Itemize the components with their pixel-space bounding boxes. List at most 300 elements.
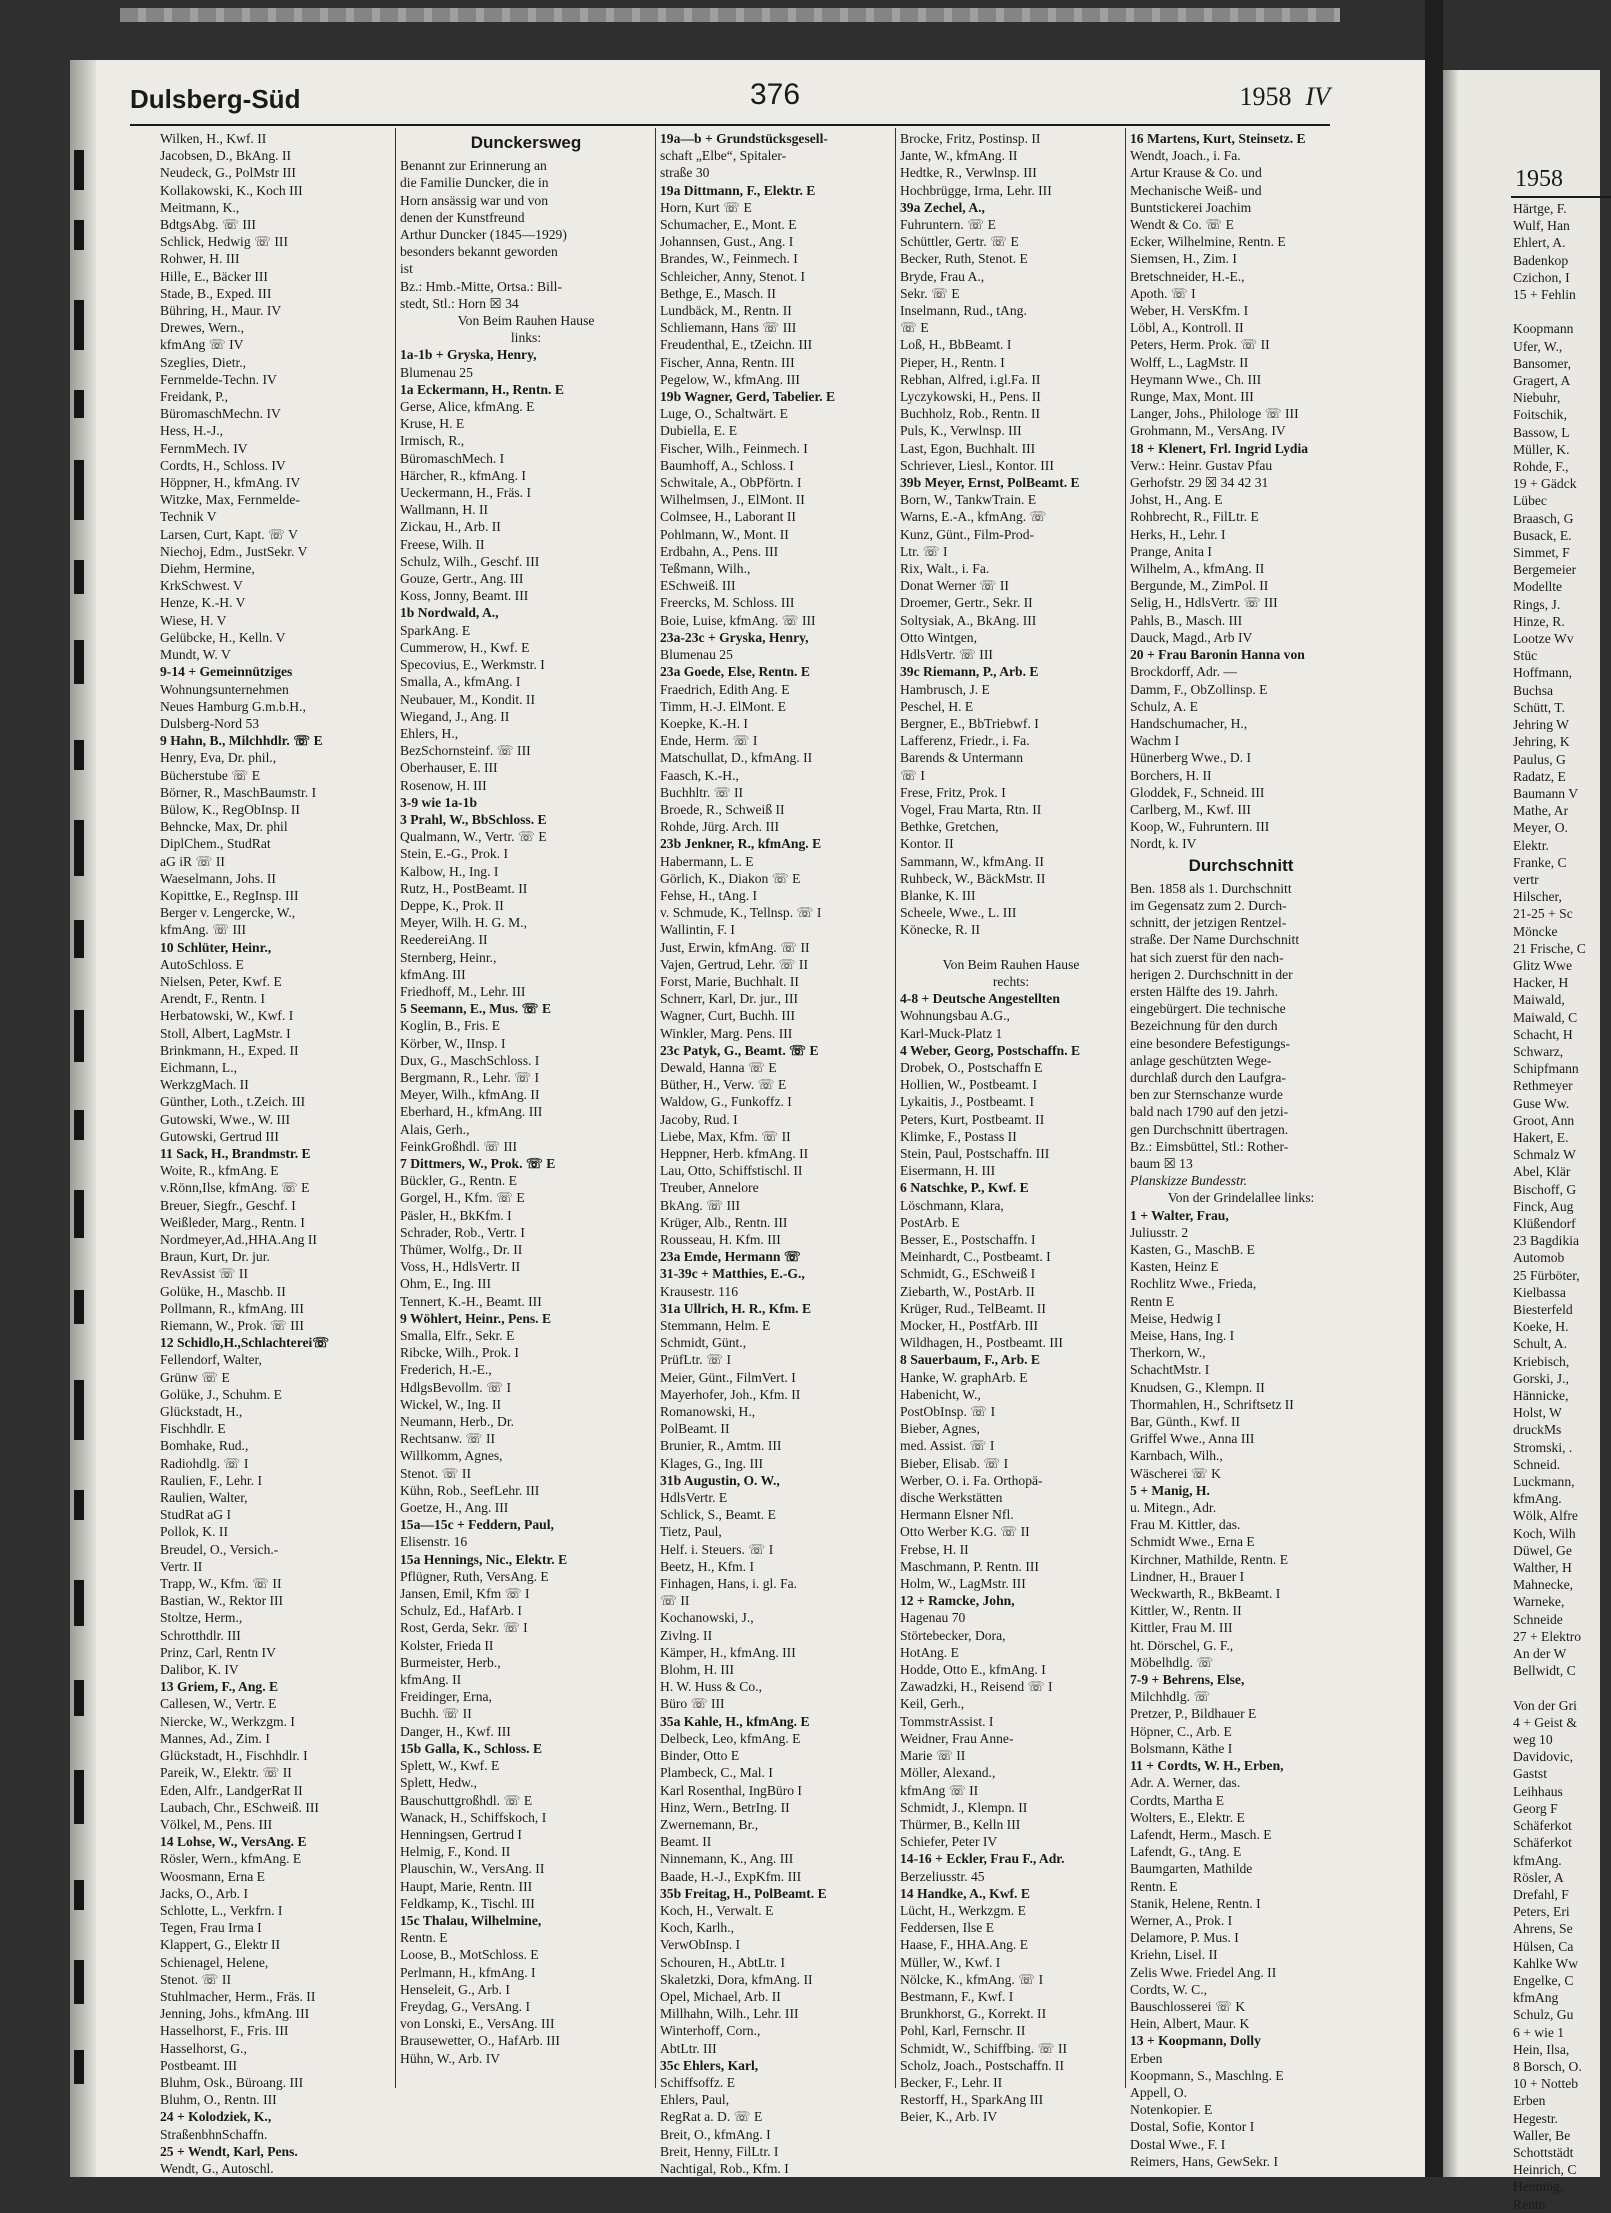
entry-line: Bz.: Hmb.-Mitte, Ortsa.: Bill- [400, 278, 562, 294]
entry-line: Rechtsanw. ☏ II [400, 1431, 496, 1447]
entry-line: Kalbow, H., Ing. I [400, 863, 499, 879]
entry-line: Splett, W., Kwf. E [400, 1758, 500, 1774]
entry-line: Schleicher, Anny, Stenot. I [660, 268, 806, 284]
entry-line: herigen 2. Durchschnitt in der [1130, 966, 1293, 982]
entry-line: Habenicht, W., [900, 1386, 981, 1402]
entry-line: Ltr. ☏ I [900, 543, 948, 559]
entry-line: Hambrusch, J. E [900, 681, 990, 697]
entry-line: Drobek, O., Postschaffn E [900, 1059, 1043, 1075]
entry-line: 18 + Klenert, Frl. Ingrid Lydia [1130, 440, 1309, 456]
entry-line: Rethmeyer [1513, 1078, 1573, 1094]
entry-line: Hille, E., Bäcker III [160, 268, 268, 284]
entry-line: Wohnungsunternehmen [160, 681, 289, 697]
entry-line: StudRat aG I [160, 1507, 231, 1523]
entry-line: Hasselhorst, G., [160, 2040, 247, 2056]
entry-line: 39b Meyer, Ernst, PolBeamt. E [900, 475, 1080, 491]
entry-line: Last, Egon, Buchhalt. III [900, 440, 1036, 456]
entry-line: Selig, H., HdlsVertr. ☏ III [1130, 595, 1278, 611]
entry-line: Brandes, W., Feinmech. I [660, 251, 798, 267]
entry-line: Wiegand, J., Ang. II [400, 708, 510, 724]
entry-line: Eisermann, H. III [900, 1163, 996, 1179]
entry-line: 39c Riemann, P., Arb. E [900, 664, 1039, 680]
entry-line: Simmet, F [1513, 545, 1570, 561]
entry-line: Liebe, Max, Kfm. ☏ II [660, 1128, 791, 1144]
entry-line: Schnerr, Karl, Dr. jur., III [660, 991, 798, 1007]
entry-line: Schacht, H [1513, 1026, 1573, 1042]
entry-line: 13 Griem, F., Ang. E [160, 1679, 279, 1695]
entry-line: Günther, Loth., t.Zeich. III [160, 1094, 306, 1110]
entry-line: Pieper, H., Rentn. I [900, 354, 1005, 370]
entry-line: Neubauer, M., Kondit. II [400, 691, 535, 707]
entry-line: Freidank, P., [160, 389, 228, 405]
entry-line: Maschmann, P. Rentn. III [900, 1558, 1039, 1574]
entry-line: Gerse, Alice, kfmAng. E [400, 399, 535, 415]
entry-line: Niebuhr, [1513, 390, 1561, 406]
entry-line: Henze, K.-H. V [160, 595, 246, 611]
entry-line: Thürmer, B., Kelln III [900, 1816, 1021, 1832]
entry-line: Karnbach, Wilh., [1130, 1448, 1223, 1464]
entry-line: weg 10 [1513, 1732, 1553, 1748]
entry-line: Ziebarth, W., PostArb. II [900, 1283, 1035, 1299]
entry-line: Kämper, H., kfmAng. III [660, 1644, 796, 1660]
entry-line: Hännicke, [1513, 1388, 1569, 1404]
entry-line: Rost, Gerda, Sekr. ☏ I [400, 1620, 528, 1636]
entry-line: Zawadzki, H., Reisend ☏ I [900, 1679, 1053, 1695]
entry-line: Becker, F., Lehr. II [900, 2074, 1003, 2090]
entry-line: Winkler, Marg. Pens. III [660, 1025, 793, 1041]
entry-line: Oberhauser, E. III [400, 760, 498, 776]
entry-line: Werner, A., Prok. I [1130, 1912, 1233, 1928]
entry-line: Ehlers, H., [400, 725, 459, 741]
entry-line: 35b Freitag, H., PolBeamt. E [660, 1885, 827, 1901]
entry-line: Thormahlen, H., Schriftsetz II [1130, 1396, 1294, 1412]
entry-line: Runge, Max, Mont. III [1130, 389, 1254, 405]
entry-line: Bauschuttgroßhdl. ☏ E [400, 1792, 533, 1808]
entry-line: Elisenstr. 16 [400, 1534, 468, 1550]
directory-column-1 [160, 130, 390, 2177]
entry-line: Treuber, Annelore [660, 1180, 759, 1196]
entry-line: Verw.: Heinr. Gustav Pfau [1130, 457, 1273, 473]
entry-line: Wanack, H., Schiffskoch, I [400, 1809, 547, 1825]
entry-line: 13 + Koopmann, Dolly [1130, 2033, 1261, 2049]
entry-line: eingebürgert. Die technische [1130, 1001, 1286, 1017]
entry-line: Schulz, Wilh., Geschf. III [400, 553, 540, 569]
entry-line: Stemmann, Helm. E [660, 1318, 771, 1334]
entry-line: Dauck, Magd., Arb IV [1130, 629, 1253, 645]
entry-line: Peters, Eri [1513, 1904, 1570, 1920]
column-divider [895, 128, 896, 2088]
entry-line: eine besondere Befestigungs- [1130, 1035, 1291, 1051]
entry-line: Szeglies, Dietr., [160, 354, 247, 370]
entry-line: Rousseau, H. Kfm. III [660, 1232, 781, 1247]
entry-line: Plambeck, C., Mal. I [660, 1765, 773, 1781]
entry-line: Pretzer, P., Bildhauer E [1130, 1706, 1257, 1722]
entry-line: Ben. 1858 als 1. Durchschnitt [1130, 880, 1292, 896]
street-district-title: Dulsberg-Süd [130, 84, 301, 114]
entry-line: Koopmann, S., Maschlng. E [1130, 2067, 1284, 2083]
entry-line: 21-25 + Sc [1513, 906, 1573, 922]
directory-column-2 [400, 130, 652, 2067]
directory-column-4 [900, 130, 1122, 2126]
entry-line: Kontor. II [900, 836, 954, 852]
entry-line: Ninnemann, K., Ang. III [660, 1851, 794, 1867]
entry-line: Gouze, Gertr., Ang. III [400, 571, 524, 587]
entry-line: Dostal Wwe., F. I [1130, 2136, 1226, 2152]
entry-line: Brockdorff, Adr. — [1130, 664, 1237, 680]
entry-line: straße. Der Name Durchschnitt [1130, 932, 1300, 948]
entry-line: Görlich, K., Diakon ☏ E [660, 870, 801, 886]
entry-line: Schouren, H., AbtLtr. I [660, 1954, 785, 1970]
entry-line: Meyer, Wilh. H. G. M., [400, 915, 528, 931]
entry-line: Brausewetter, O., HafArb. III [400, 2033, 560, 2049]
entry-line: Brocke, Fritz, Postinsp. II [900, 131, 1041, 146]
entry-line: Hühn, W., Arb. IV [400, 2050, 501, 2066]
entry-line: Hein, Ilsa, [1513, 2041, 1570, 2057]
entry-line: Zelis Wwe. Friedel Ang. II [1130, 1964, 1277, 1980]
entry-line: Buchholz, Rob., Rentn. II [900, 406, 1041, 422]
entry-line: Rentn. E [1130, 1878, 1178, 1894]
entry-line: Peschel, H. E [900, 698, 974, 714]
entry-line: Voss, H., HdlsVertr. II [400, 1259, 521, 1275]
entry-line: Freudenthal, E., tZeichn. III [660, 337, 813, 353]
entry-line: Restorff, H., SparkAng III [900, 2092, 1044, 2108]
entry-line: Freese, Wilh. II [400, 536, 485, 552]
entry-line: Berger v. Lengercke, W., [160, 905, 296, 921]
entry-line: Holm, W., LagMstr. III [900, 1576, 1026, 1592]
entry-line: stedt, Stl.: Horn ☒ 34 [400, 295, 519, 311]
entry-line: Kielbassa [1513, 1284, 1566, 1300]
entry-line: Fischhdlr. E [160, 1421, 226, 1437]
entry-line: Drewes, Wern., [160, 320, 244, 336]
entry-line: RegRat a. D. ☏ E [660, 2109, 763, 2125]
entry-line: ersten Hälfte des 19. Jahrh. [1130, 983, 1278, 999]
entry-line: Finhagen, Hans, i. gl. Fa. [660, 1576, 798, 1592]
entry-line: Kunz, Günt., Film-Prod- [900, 526, 1035, 542]
entry-line: Lafferenz, Friedr., i. Fa. [900, 733, 1030, 749]
entry-line: Braun, Kurt, Dr. jur. [160, 1249, 270, 1265]
entry-line: schaft „Elbe“, Spitaler- [660, 148, 787, 164]
entry-line: Krausestr. 116 [660, 1283, 739, 1299]
entry-line: Dewald, Hanna ☏ E [660, 1059, 777, 1075]
entry-line: Meinhardt, C., Postbeamt. I [900, 1249, 1051, 1265]
entry-line: Schmidt, G., ESchweiß I [900, 1266, 1036, 1282]
entry-line: Fischer, Wilh., Feinmech. I [660, 440, 808, 456]
entry-line: Johannsen, Gust., Ang. I [660, 234, 794, 250]
entry-line: baum ☒ 13 [1130, 1155, 1193, 1171]
entry-line: Gerhofstr. 29 ☒ 34 42 31 [1130, 475, 1269, 491]
entry-line: 9 Hahn, B., Milchhdlr. ☏ E [160, 733, 323, 749]
entry-line: Therkorn, W., [1130, 1345, 1206, 1361]
entry-line: DiplChem., StudRat [160, 836, 271, 852]
entry-line: Deppe, K., Prok. II [400, 897, 504, 913]
entry-line: Lücht, H., Werkzgm. E [900, 1902, 1026, 1918]
header-rule [130, 124, 1330, 126]
entry-line: Franke, C [1513, 854, 1567, 870]
entry-line: Bücherstube ☏ E [160, 767, 261, 783]
entry-line: Gorgel, H., Kfm. ☏ E [400, 1190, 525, 1206]
entry-line: Droemer, Gertr., Sekr. II [900, 595, 1033, 611]
entry-line: 21 Frische, C [1513, 940, 1586, 956]
entry-line: Schneid. [1513, 1456, 1561, 1472]
entry-line: Radiohdlg. ☏ I [160, 1455, 249, 1471]
entry-line: Freercks, M. Schloss. III [660, 595, 795, 611]
entry-line: Ecker, Wilhelmine, Rentn. E [1130, 234, 1286, 250]
entry-line: Fernmelde-Techn. IV [160, 371, 277, 387]
entry-line: BdtgsAbg. ☏ III [160, 217, 256, 233]
entry-line: Walther, H [1513, 1560, 1572, 1576]
entry-line: Baumann V [1513, 785, 1579, 801]
entry-line: u. Mitegn., Adr. [1130, 1500, 1217, 1516]
entry-line: KrkSchwest. V [160, 578, 243, 594]
entry-line: Wendt, Joach., i. Fa. [1130, 148, 1241, 164]
entry-line: Skaletzki, Dora, kfmAng. II [660, 1971, 813, 1987]
entry-line: Scheele, Wwe., L. III [900, 905, 1017, 921]
entry-line: RevAssist ☏ II [160, 1266, 248, 1282]
entry-line: Werber, O. i. Fa. Orthopä- [900, 1472, 1043, 1488]
entry-line: Wolff, L., LagMstr. II [1130, 354, 1249, 370]
entry-line: Raulien, Walter, [160, 1490, 248, 1506]
entry-line: ist [400, 261, 413, 277]
entry-line: Otto Werber K.G. ☏ II [900, 1524, 1030, 1540]
entry-line: Koepke, K.-H. I [660, 715, 748, 731]
entry-line: Delamore, P. Mus. I [1130, 1930, 1239, 1946]
entry-line: Rosenow, H. III [400, 777, 487, 793]
entry-line: Erben [1130, 2050, 1163, 2066]
entry-line: Wäscherei ☏ K [1130, 1465, 1221, 1481]
entry-line: Soltysiak, A., BkAng. III [900, 612, 1037, 628]
entry-line: Vogel, Frau Marta, Rtn. II [900, 801, 1042, 817]
entry-line: Körber, W., IInsp. I [400, 1035, 506, 1051]
entry-line: Schumacher, E., Mont. E [660, 217, 797, 233]
entry-line: ReedereiAng. II [400, 932, 488, 948]
entry-line: Karl-Muck-Platz 1 [900, 1025, 1003, 1041]
entry-line: Woosmann, Erna E [160, 1868, 265, 1884]
entry-line: PostObInsp. ☏ I [900, 1404, 996, 1420]
entry-line: Hein, Albert, Maur. K [1130, 2016, 1250, 2032]
entry-line: Niechoj, Edm., JustSekr. V [160, 543, 308, 559]
entry-line: Härcher, R., kfmAng. I [400, 467, 526, 483]
entry-line: Weber, H. VersKfm. I [1130, 303, 1249, 319]
entry-line: FeinkGroßhdl. ☏ III [400, 1138, 518, 1154]
entry-line: Stenot. ☏ II [400, 1465, 471, 1481]
entry-line: Meier, Günt., FilmVert. I [660, 1369, 796, 1385]
entry-line: Rings, J. [1513, 596, 1561, 612]
entry-line: Wickel, W., Ing. II [400, 1396, 502, 1412]
entry-line: Otto Wintgen, [900, 629, 977, 645]
section-heading: Dunckersweg [470, 133, 582, 152]
entry-line: Koch, H., Verwalt. E [660, 1902, 774, 1918]
entry-line: Modellte [1513, 579, 1563, 595]
entry-line: kfmAng ☏ II [900, 1782, 979, 1798]
entry-line: Schottstädt [1513, 2144, 1574, 2160]
entry-line: Puls, K., Verwlnsp. III [900, 423, 1022, 439]
entry-line: Kühn, Rob., SeefLehr. III [400, 1482, 540, 1498]
entry-line: 14 Handke, A., Kwf. E [900, 1885, 1030, 1901]
entry-line: Ende, Herm. ☏ I [660, 733, 758, 749]
entry-line: Rochlitz Wwe., Frieda, [1130, 1276, 1257, 1292]
entry-line: kfmAng ☏ IV [160, 337, 244, 353]
entry-line: Pohl, Karl, Fernschr. II [900, 2023, 1026, 2039]
entry-line: Milchhdlg. ☏ [1130, 1689, 1211, 1705]
entry-line: Lübec [1513, 493, 1547, 509]
entry-line: 11 + Cordts, W. H., Erben, [1130, 1758, 1284, 1774]
entry-line: Feddersen, Ilse E [900, 1920, 994, 1936]
entry-line: Wildhagen, H., Postbeamt. III [900, 1335, 1063, 1351]
entry-line: Baumgarten, Mathilde [1130, 1861, 1253, 1877]
entry-line: 11 Sack, H., Brandmstr. E [160, 1145, 311, 1161]
entry-line: Rutz, H., PostBeamt. II [400, 880, 528, 896]
entry-line: Glitz Wwe [1513, 957, 1573, 973]
next-page-column [1513, 200, 1603, 2213]
entry-line: Stein, Paul, Postschaffn. III [900, 1145, 1050, 1161]
entry-line: Radatz, E [1513, 768, 1566, 784]
entry-line: Zickau, H., Arb. II [400, 519, 501, 535]
entry-line: Freydag, G., VersAng. I [400, 1998, 531, 2014]
entry-line: Rohbrecht, R., FilLtr. E [1130, 509, 1259, 525]
entry-line: Fraedrich, Edith Ang. E [660, 681, 790, 697]
entry-line: Grünw ☏ E [160, 1369, 230, 1385]
entry-line: Lootze Wv [1513, 631, 1574, 647]
entry-line: Henry, Eva, Dr. phil., [160, 750, 277, 766]
entry-line: Teßmann, Wilh., [660, 561, 751, 577]
entry-line: Höpner, C., Arb. E [1130, 1723, 1232, 1739]
entry-line: die Familie Duncker, die in [400, 175, 549, 191]
entry-line: Wallmann, H. II [400, 502, 488, 518]
entry-line: Elektr. [1513, 837, 1549, 853]
entry-line: Stromski, . [1513, 1439, 1573, 1455]
entry-line: HotAng. E [900, 1644, 959, 1660]
entry-line: BezSchornsteinf. ☏ III [400, 743, 531, 759]
entry-line: Foitschik, [1513, 407, 1568, 423]
entry-line: Hagenau 70 [900, 1610, 966, 1626]
entry-line: Blanke, K. III [900, 887, 976, 903]
entry-line: Brunkhorst, G., Korrekt. II [900, 2006, 1047, 2022]
entry-line: Groot, Ann [1513, 1112, 1575, 1128]
entry-line: SchachtMstr. I [1130, 1362, 1210, 1378]
entry-line: PrüfLtr. ☏ I [660, 1352, 731, 1368]
entry-line: 6 Natschke, P., Kwf. E [900, 1180, 1029, 1196]
entry-line: Matschullat, D., kfmAng. II [660, 750, 813, 766]
entry-line: FernmMech. IV [160, 440, 248, 456]
entry-line: gen Durchschnitt übertragen. [1130, 1121, 1289, 1137]
entry-line: Laubach, Chr., ESchweiß. III [160, 1799, 319, 1815]
entry-line: 19a Dittmann, F., Elektr. E [660, 182, 816, 198]
entry-line: Marie ☏ II [900, 1748, 966, 1764]
entry-line: Loß, H., BbBeamt. I [900, 337, 1012, 353]
entry-line: Bellwidt, C [1513, 1663, 1576, 1679]
entry-line: Wohnungsbau A.G., [900, 1008, 1010, 1024]
side-heading: Von der Grindelallee links: [1167, 1190, 1315, 1206]
column-divider [1125, 128, 1126, 2088]
entry-line: 23b Jenkner, R., kfmAng. E [660, 836, 822, 852]
edition-label [1239, 82, 1330, 112]
entry-line: Herbatowski, W., Kwf. I [160, 1008, 294, 1024]
entry-line: Schmidt, Günt., [660, 1335, 747, 1351]
entry-line: Delbeck, Leo, kfmAng. E [660, 1730, 801, 1746]
entry-line: Just, Erwin, kfmAng. ☏ II [660, 939, 810, 955]
entry-line: Weckwarth, R., BkBeamt. I [1130, 1586, 1281, 1602]
entry-line: Sekr. ☏ E [900, 285, 960, 301]
entry-line: Rösler, Wern., kfmAng. E [160, 1851, 302, 1867]
entry-line: Pollmann, R., kfmAng. III [160, 1300, 304, 1316]
entry-line: Bethke, Gretchen, [900, 819, 999, 835]
entry-line: Brinkmann, H., Exped. II [160, 1042, 299, 1058]
entry-line: Callesen, W., Vertr. E [160, 1696, 277, 1712]
entry-line: Kochanowski, J., [660, 1610, 754, 1626]
entry-line: Wendt & Co. ☏ E [1130, 217, 1234, 233]
entry-line: BüromaschMechn. IV [160, 406, 281, 422]
entry-line: Büro ☏ III [660, 1696, 725, 1712]
entry-line: Möncke [1513, 923, 1558, 939]
entry-line: Frese, Fritz, Prok. I [900, 784, 1006, 800]
entry-line: v. Schmude, K., Tellnsp. ☏ I [660, 905, 822, 921]
entry-line: Knudsen, G., Klempn. II [1130, 1379, 1265, 1395]
entry-line: Bluhm, Osk., Büroang. III [160, 2074, 304, 2090]
entry-line: Haupt, Marie, Rentn. III [400, 1878, 533, 1894]
entry-line: Henseleit, G., Arb. I [400, 1981, 510, 1997]
entry-line: Kasten, Heinz E [1130, 1259, 1219, 1275]
entry-line: Beamt. II [660, 1834, 712, 1850]
entry-line: Cordts, H., Schloss. IV [160, 457, 286, 473]
entry-line: Nielsen, Peter, Kwf. E [160, 973, 282, 989]
entry-line: Waldow, G., Funkoffz. I [660, 1094, 792, 1110]
entry-line: Keil, Gerh., [900, 1696, 965, 1712]
entry-line: Haase, F., HHA.Ang. E [900, 1937, 1029, 1953]
entry-line: Helmig, F., Kond. II [400, 1844, 511, 1860]
entry-line: Hodde, Otto E., kfmAng. I [900, 1662, 1046, 1678]
entry-line: Rix, Walt., i. Fa. [900, 561, 990, 577]
entry-line: Schütt, T. [1513, 699, 1565, 715]
entry-line: Warns, E.-A., kfmAng. ☏ [900, 509, 1047, 525]
entry-line: Artur Krause & Co. und [1130, 165, 1262, 181]
entry-line: Technik V [160, 509, 217, 525]
entry-line: Wiese, H. V [160, 612, 227, 628]
entry-line: Winterhoff, Corn., [660, 2023, 761, 2039]
entry-line: Bülow, K., RegObInsp. II [160, 801, 300, 817]
entry-line: 5 Seemann, E., Mus. ☏ E [400, 1001, 552, 1017]
entry-line: hat sich zuerst für den nach- [1130, 949, 1284, 965]
entry-line: Plauschin, W., VersAng. II [400, 1861, 545, 1877]
entry-line: Pflügner, Ruth, VersAng. E [400, 1568, 549, 1584]
entry-line: Ohm, E., Ing. III [400, 1276, 491, 1292]
entry-line: Dostal, Sofie, Kontor I [1130, 2119, 1255, 2135]
entry-line: 31b Augustin, O. W., [660, 1472, 780, 1488]
entry-line: Appell, O. [1130, 2084, 1188, 2100]
entry-line: Maiwald, [1513, 992, 1565, 1008]
entry-line: Müller, W., Kwf. I [900, 1954, 1001, 1970]
entry-line: Broede, R., Schweiß II [660, 801, 785, 817]
entry-line: VerwObInsp. I [660, 1937, 741, 1953]
entry-line: Nölcke, K., kfmAng. ☏ I [900, 1971, 1044, 1987]
entry-line: Jacks, O., Arb. I [160, 1885, 248, 1901]
entry-line: Schwitale, A., ObPförtn. I [660, 475, 802, 491]
entry-line: 31-39c + Matthies, E.-G., [660, 1266, 805, 1282]
entry-line: Wagner, Curt, Buchh. III [660, 1008, 796, 1024]
note-line: Planskizze Bundesstr. [1130, 1173, 1248, 1189]
entry-line: Gloddek, F., Schneid. III [1130, 784, 1265, 800]
entry-line: 23a Goede, Else, Rentn. E [660, 664, 810, 680]
entry-line: Jacobsen, D., BkAng. II [160, 148, 292, 164]
entry-line: Smalla, A., kfmAng. I [400, 674, 521, 690]
next-page-year: 1958 [1515, 166, 1563, 192]
entry-line: 3-9 wie 1a-1b [400, 794, 478, 810]
entry-line: PostArb. E [900, 1214, 960, 1230]
entry-line: kfmAng. [1513, 1852, 1562, 1868]
entry-line: Schipfmann [1513, 1061, 1579, 1077]
entry-line: Jante, W., kfmAng. II [900, 148, 1018, 164]
entry-line: Riemann, W., Prok. ☏ III [160, 1318, 304, 1334]
entry-line: ☏ I [900, 767, 925, 783]
